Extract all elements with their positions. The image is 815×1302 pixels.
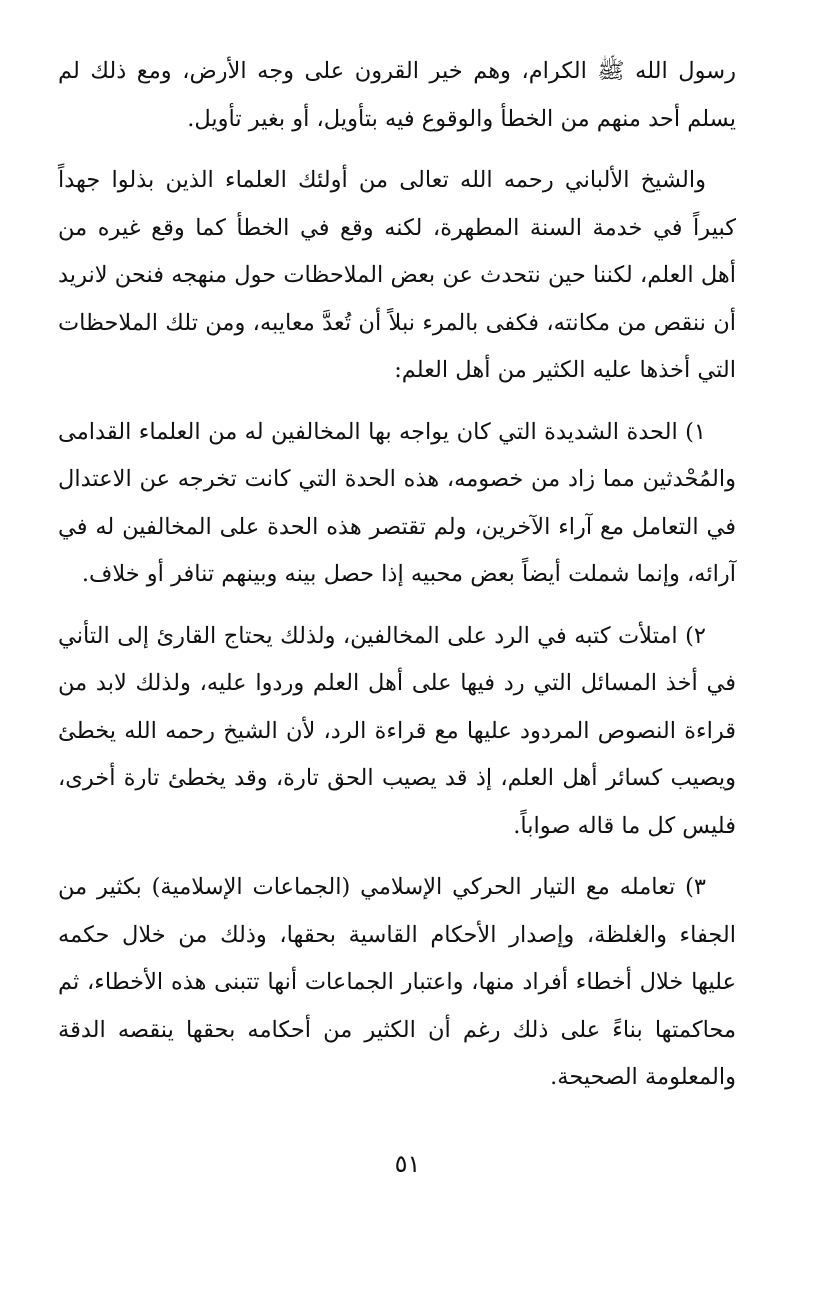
page-number: ٥١ (394, 1150, 421, 1178)
paragraph-intro: رسول الله ﷺ الكرام، وهم خير القرون على وجه الأرض، ومع ذلك لم يسلم أحد منهم من الخطأ والوقوع فيه بتأويل، أو بغير تأويل. (58, 58, 736, 132)
paragraph-point-1: ١) الحدة الشديدة التي كان يواجه بها المخالفين له من العلماء القدامى والمُحْدثين مما زاد من خصومه، هذه الحدة التي كانت تخرجه عن الاعتدال في التعامل مع آراء الآخرين، ولم تقتصر هذه الحدة على المخالفين له في آرائه، وإنما شملت أيضاً بعض محبيه إذا حصل بينه وبينهم تنافر أو خلاف. (58, 418, 736, 587)
paragraph-point-3: ٣) تعامله مع التيار الحركي الإسلامي (الجماعات الإسلامية) بكثير من الجفاء والغلظة، وإصدار الأحكام القاسية بحقها، وذلك من خلال حكمه عليها خلال أخطاء أفراد منها، واعتبار الجماعات أنها تتبنى هذه الأخطاء، ثم محاكمتها بناءً على ذلك رغم أن الكثير من أحكامه بحقها ينقصه الدقة والمعلومة الصحيحة. (58, 874, 736, 1090)
page-body (58, 48, 736, 1116)
paragraph-point-2: ٢) امتلأت كتبه في الرد على المخالفين، ولذلك يحتاج القارئ إلى التأني في أخذ المسائل التي رد فيها على أهل العلم وردوا عليه، ولذلك لابد من قراءة النصوص المردود عليها مع قراءة الرد، لأن الشيخ رحمه الله يخطئ ويصيب كسائر أهل العلم، إذ قد يصيب الحق تارة، وقد يخطئ تارة أخرى، فليس كل ما قاله صواباً. (58, 622, 736, 839)
paragraph-albani: والشيخ الألباني رحمه الله تعالى من أولئك العلماء الذين بذلوا جهداً كبيراً في خدمة السنة المطهرة، لكنه وقع في الخطأ كما وقع غيره من أهل العلم، لكننا حين نتحدث عن بعض الملاحظات حول منهجه فنحن لانريد أن ننقص من مكانته، فكفى بالمرء نبلاً أن تُعدَّ معايبه، ومن تلك الملاحظات التي أخذها عليه الكثير من أهل العلم: (58, 167, 736, 383)
